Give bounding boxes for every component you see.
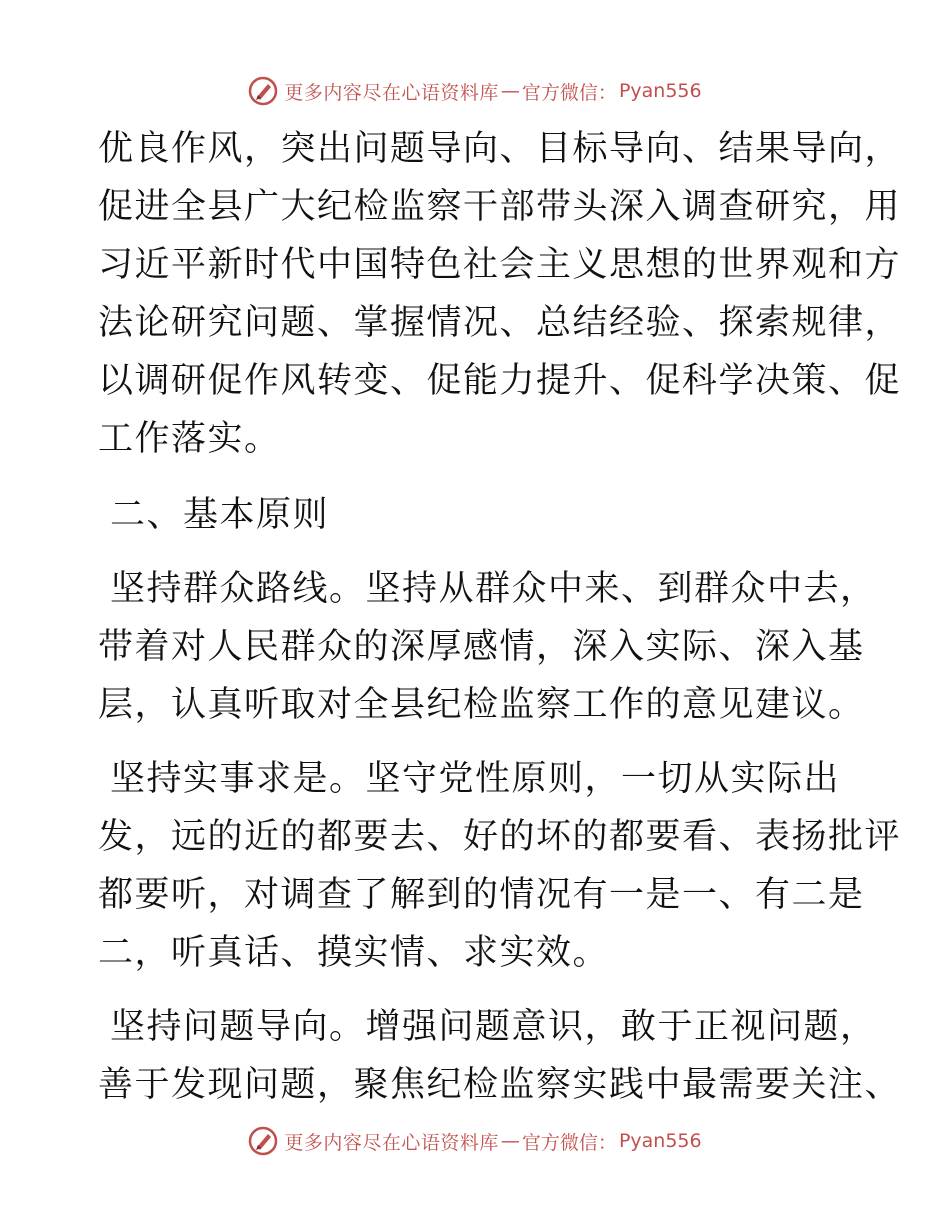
pen-logo-icon [248, 1126, 278, 1156]
watermark-label: 官方微信： [521, 1131, 617, 1154]
body-line-2: 促进全县广大纪检监察干部带头深入调查研究，用 [98, 187, 902, 227]
body-line-8: 坚持群众路线。坚持从群众中来、到群众中去， [110, 569, 877, 609]
body-line-9: 带着对人民群众的深厚感情，深入实际、深入基 [98, 627, 865, 667]
watermark-separator: — [500, 80, 520, 102]
body-line-11: 坚持实事求是。坚守党性原则，一切从实际出 [110, 759, 841, 799]
watermark-wechat-id: Pyan556 [618, 80, 702, 102]
watermark-label: 官方微信： [521, 81, 617, 104]
pen-logo-icon [248, 76, 278, 106]
body-line-10: 层，认真听取对全县纪检监察工作的意见建议。 [98, 685, 865, 725]
body-line-4: 法论研究问题、掌握情况、总结经验、探索规律， [98, 303, 902, 343]
body-line-14: 二，听真话、摸实情、求实效。 [98, 933, 610, 973]
watermark-separator: — [500, 1130, 520, 1152]
watermark-text: 更多内容尽在心语资料库 [284, 81, 499, 104]
body-line-6: 工作落实。 [98, 419, 281, 459]
body-line-1: 优良作风，突出问题导向、目标导向、结果导向， [98, 129, 902, 169]
section-heading: 二、基本原则 [110, 495, 330, 535]
footer-watermark [0, 1126, 950, 1156]
watermark-wechat-id: Pyan556 [618, 1130, 702, 1152]
body-line-3: 习近平新时代中国特色社会主义思想的世界观和方 [98, 245, 902, 285]
body-line-13: 都要听，对调查了解到的情况有一是一、有二是 [98, 875, 865, 915]
header-watermark [0, 76, 950, 106]
body-line-15: 坚持问题导向。增强问题意识，敢于正视问题， [110, 1007, 877, 1047]
watermark-text: 更多内容尽在心语资料库 [284, 1131, 499, 1154]
body-line-16: 善于发现问题，聚焦纪检监察实践中最需要关注、 [98, 1065, 902, 1105]
body-line-5: 以调研促作风转变、促能力提升、促科学决策、促 [98, 361, 902, 401]
body-line-12: 发，远的近的都要去、好的坏的都要看、表扬批评 [98, 817, 902, 857]
